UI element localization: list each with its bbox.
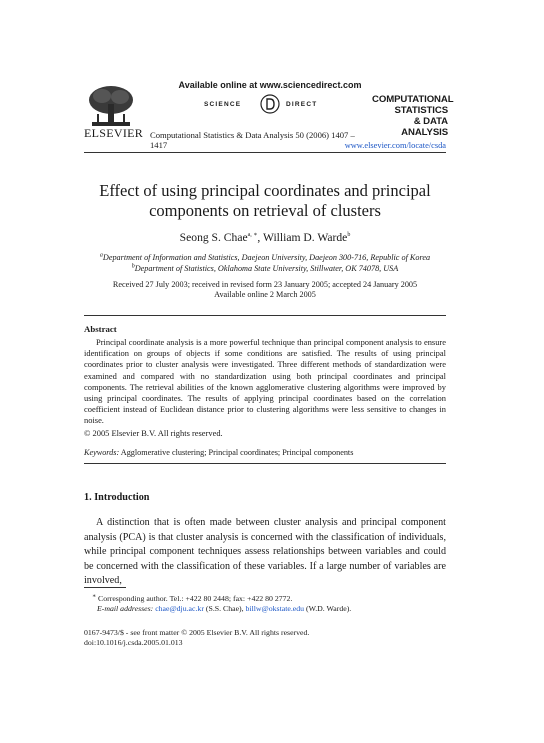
introduction-paragraph: A distinction that is often made between cluster analysis and principal component analysis (PCA) is that cluster analysis is concerned with the classification of individuals, while principal component techniques assess relationships between variables and could be concerned with the classification of these variables. If a large number of variables are involved, (84, 517, 446, 586)
header-divider (84, 152, 446, 153)
article-title-line-2: components on retrieval of clusters (149, 201, 381, 220)
keywords-text: Agglomerative clustering; Principal coordinates; Principal components (119, 448, 354, 457)
keywords-line (84, 448, 353, 457)
email-footnote (97, 604, 351, 613)
corresponding-author-footnote (92, 594, 292, 603)
journal-brand-line-2: STATISTICS (394, 105, 448, 116)
abstract-body (84, 337, 446, 427)
journal-brand-logo (372, 94, 454, 138)
author-1-marks: a, ∗ (247, 232, 258, 239)
sciencedirect-left-text: SCIENCE (204, 101, 242, 108)
email-owner-1: (S.S. Chae), (203, 604, 246, 613)
affiliation-a-text: Department of Information and Statistics, Daejeon University, Daejeon 300-716, Republic of Korea (102, 253, 431, 262)
affiliation-a-mark: a (99, 252, 103, 259)
affiliation-b (84, 264, 446, 273)
author-2-marks: b (347, 232, 351, 239)
available-online-line: Available online at www.sciencedirect.com (178, 80, 362, 90)
sciencedirect-d-icon (260, 94, 280, 114)
author-2: William D. Warde (262, 231, 348, 244)
introduction-body (84, 516, 446, 589)
received-dates: Received 27 July 2003; received in revised form 23 January 2005; accepted 24 January 2005 (112, 280, 418, 289)
affiliation-a (84, 253, 446, 262)
author-separator: , (257, 231, 263, 244)
corresponding-text: Corresponding author. Tel.: +422 80 2448; fax: +422 80 2772. (96, 594, 293, 603)
publisher-name: ELSEVIER (84, 126, 144, 140)
available-date: Available online 2 March 2005 (214, 290, 316, 299)
sciencedirect-right-text: DIRECT (286, 101, 318, 108)
elsevier-tree-logo-icon (86, 84, 136, 128)
journal-brand-line-1: COMPUTATIONAL (372, 94, 454, 105)
doi-line: doi:10.1016/j.csda.2005.01.013 (84, 638, 183, 647)
author-1: Seong S. Chae (179, 231, 248, 244)
issn-line: 0167-9473/$ - see front matter © 2005 Elsevier B.V. All rights reserved. (84, 628, 310, 637)
footnote-rule (84, 587, 126, 588)
abstract-bottom-rule (84, 463, 446, 464)
journal-citation: Computational Statistics & Data Analysis 50 (2006) 1407 – 1417 (150, 130, 355, 150)
abstract-heading: Abstract (84, 324, 117, 334)
section-heading-introduction: 1. Introduction (84, 492, 150, 503)
keywords-label: Keywords: (84, 448, 120, 457)
affiliation-b-text: Department of Statistics, Oklahoma State University, Stillwater, OK 74078, USA (134, 264, 399, 273)
sciencedirect-logo (204, 94, 344, 114)
email-owner-2: (W.D. Warde). (304, 604, 352, 613)
article-title-line-1: Effect of using principal coordinates and principal (99, 181, 431, 200)
affiliation-b-mark: b (131, 263, 135, 270)
email-label: E-mail addresses: (97, 604, 154, 613)
abstract-top-rule (84, 315, 446, 316)
author-list (84, 231, 446, 244)
corresponding-mark: ∗ (92, 593, 97, 600)
email-link-2[interactable]: billw@okstate.edu (245, 604, 305, 613)
article-title (84, 181, 446, 221)
journal-brand-line-3: & DATA ANALYSIS (401, 116, 448, 138)
email-link-1[interactable]: chae@dju.ac.kr (155, 604, 204, 613)
journal-url-link[interactable]: www.elsevier.com/locate/csda (344, 141, 446, 150)
abstract-paragraph: Principal coordinate analysis is a more powerful technique than principal component analysis to ensure identification on groups of objects if some conditions are satisfied. The results of using principal coordinates prior to cluster analysis were investigated. Three different methods of standardization were examined and compared with no standardization using both principal coordinates and principal components. The retrieval abilities of the known agglomerative clustering algorithms were improved by using principal coordinates. The results of applying principal coordinates based on the correlation coefficient instead of Euclidean distance prior to clustering algorithms were less sensitive to changes in noise. (84, 337, 446, 426)
abstract-copyright: © 2005 Elsevier B.V. All rights reserved. (84, 428, 223, 438)
